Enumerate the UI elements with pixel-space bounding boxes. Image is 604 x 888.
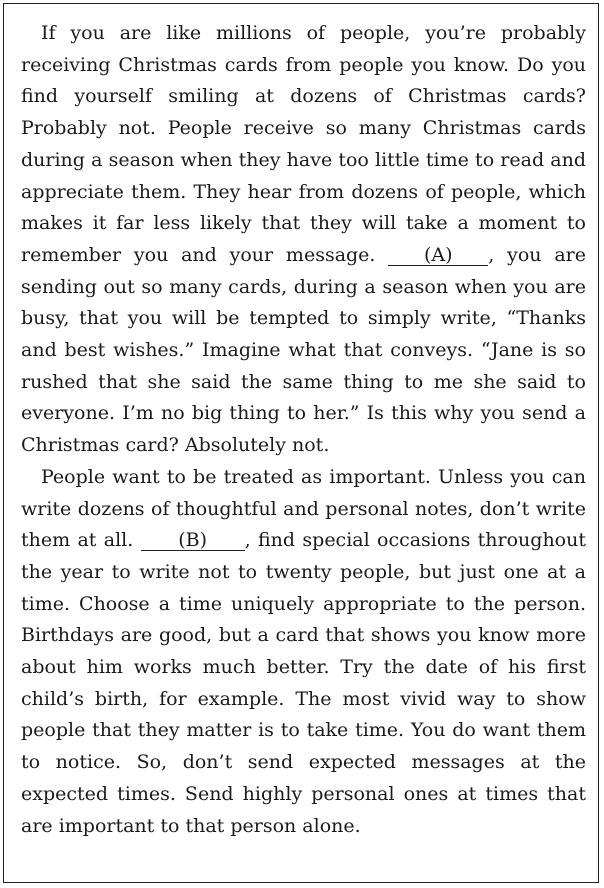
paragraph-1-text-start: If you are like millions of people, you’re probably receiving Christmas cards from people you know. Do you find yourself smiling at dozens of Christmas cards? Probably not. People receive so many Christmas cards during a season when they have too little time to read and appreciate them. They hear from dozens of people, which makes it far less likely that they will take a moment to remember you and your message. — [21, 22, 586, 266]
paragraph-1-text-end: , you are sending out so many cards, during a season when you are busy, that you will be tempted to simply write, “Thanks and best wishes.” Imagine what that conveys. “Jane is so rushed that she said the same thing to me she said to everyone. I’m no big thing to her.” Is this why you send a Christmas card? Absolutely not. — [21, 243, 587, 457]
paragraph-2 — [21, 462, 586, 842]
paragraph-2-text-end: , find special occasions throughout the year to write not to twenty people, but just one at a time. Choose a time uniquely appropriate to the person. Birthdays are good, but a card that shows you know more about him works much better. Try the date of his first child’s birth, for example. The most vivid way to show people that they matter is to take time. You do want them to notice. So, don’t send expected messages at the expected times. Send highly personal ones at times that are important to that person alone. — [21, 529, 586, 837]
paragraph-2-text-start: People want to be treated as important. Unless you can write dozens of thoughtful and personal notes, don’t write them at all. — [21, 465, 586, 552]
passage-box — [3, 3, 599, 883]
blank-a: (A) — [388, 245, 488, 266]
blank-b: (B) — [141, 530, 245, 551]
reading-passage — [21, 18, 586, 842]
paragraph-1 — [21, 18, 586, 462]
